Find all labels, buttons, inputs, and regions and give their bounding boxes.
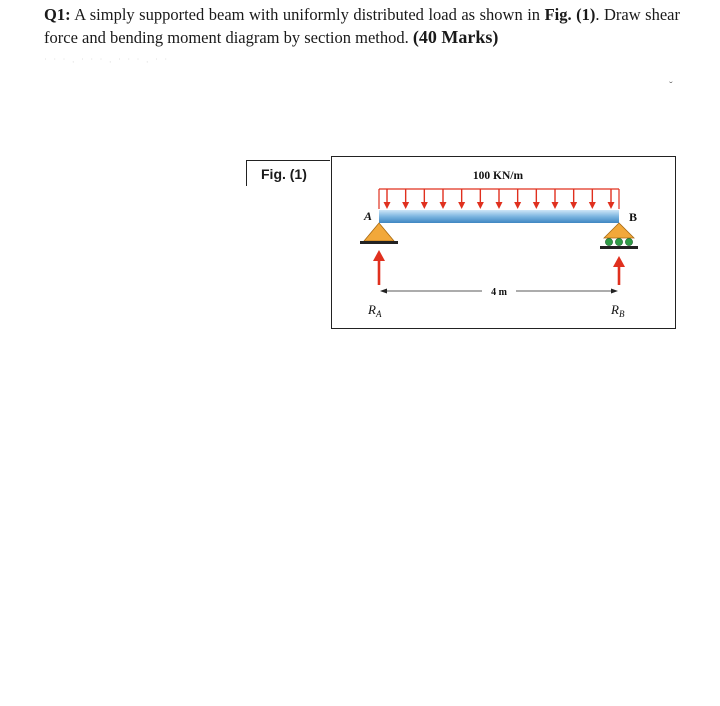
reaction-arrow-a	[373, 250, 385, 285]
ground-b	[600, 246, 638, 249]
load-arrow	[421, 189, 428, 209]
question-text-part2: . Draw shear force and bending moment diagram by section method.	[44, 5, 680, 47]
load-arrow	[589, 189, 596, 209]
reaction-arrow-b	[613, 256, 625, 285]
beam	[379, 210, 619, 223]
load-arrow	[570, 189, 577, 209]
marks-label: (40 Marks)	[412, 27, 499, 47]
load-arrow	[533, 189, 540, 209]
load-arrow	[477, 189, 484, 209]
load-arrow	[552, 189, 559, 209]
roller-wheel	[615, 238, 622, 245]
question-text	[44, 4, 680, 49]
figure-label: Fig. (1)	[246, 160, 330, 186]
load-arrow	[458, 189, 465, 209]
support-a-label: A	[364, 209, 373, 223]
span-label: 4 m	[491, 287, 507, 298]
distributed-load	[379, 189, 619, 209]
figure-reference: Fig. (1)	[544, 5, 596, 24]
roller-wheel	[625, 238, 632, 245]
reaction-a-label: $R_A$	[368, 302, 382, 319]
pin-support-a	[364, 223, 394, 241]
load-arrow	[514, 189, 521, 209]
ground-a	[360, 241, 398, 244]
question-text-part1: A simply supported beam with uniformly distributed load as shown in	[74, 5, 541, 24]
load-arrow	[402, 189, 409, 209]
rollers	[605, 238, 632, 245]
support-b-label: B	[629, 210, 638, 224]
beam-diagram	[332, 157, 677, 330]
faint-bleed-through: ˙ ˙ ˙ · ˙ ˙ ˙ · ˙ ˙ ˙ · ˙ ˙	[44, 57, 170, 65]
roller-support-b	[604, 223, 634, 238]
question-number: Q1:	[44, 5, 71, 24]
beam-figure	[331, 156, 676, 329]
roller-wheel	[605, 238, 612, 245]
load-arrow	[384, 189, 391, 209]
load-arrow	[496, 189, 503, 209]
load-label: 100 KN/m	[472, 170, 524, 182]
load-arrow	[440, 189, 447, 209]
reaction-b-label: $R_B$	[611, 302, 625, 319]
corner-mark: ˇ	[669, 80, 673, 92]
load-arrow	[608, 189, 615, 209]
